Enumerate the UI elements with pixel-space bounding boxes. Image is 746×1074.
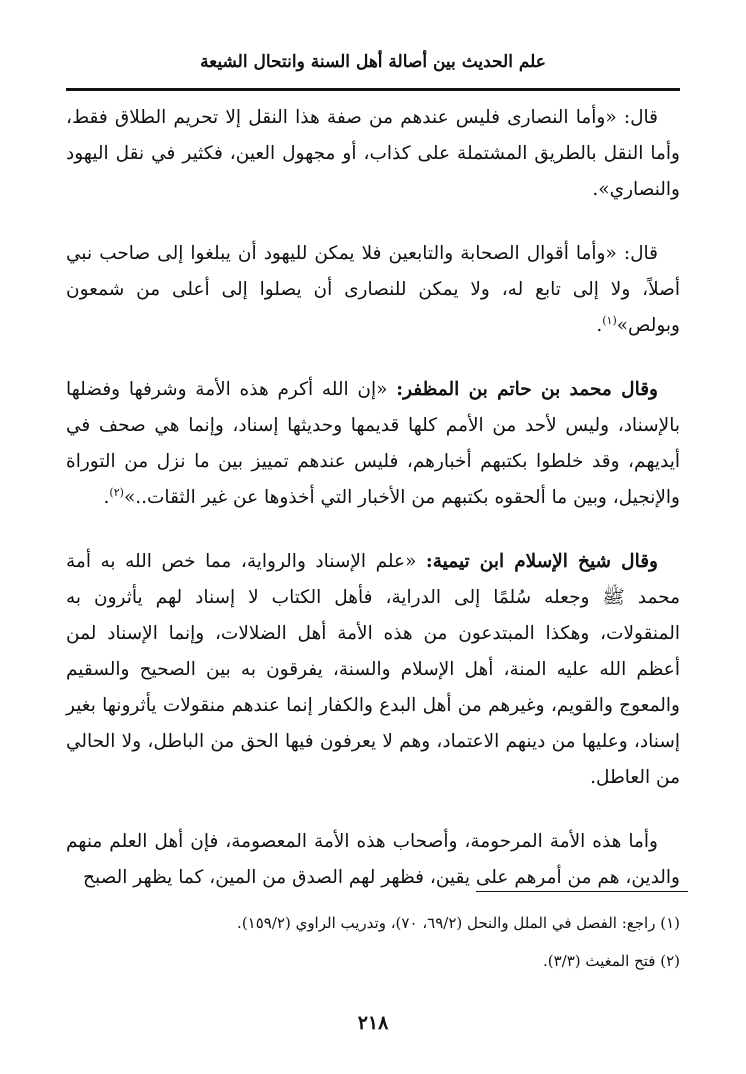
- paragraph-5-text: وأما هذه الأمة المرحومة، وأصحاب هذه الأمة المعصومة، فإن أهل العلم منهم والدين، هم من أمرهم على يقين، فظهر لهم الصدق من المين، كما يظهر الصبح: [66, 831, 680, 888]
- page-number: ٢١٨: [357, 1012, 389, 1034]
- paragraph-3-text: «إن الله أكرم هذه الأمة وشرفها وفضلها بالإسناد، وليس لأحد من الأمم كلها قديمها وحديثها إسناد، وإنما هي صحف في أيديهم، وقد خلطوا بكتبهم أخبارهم، فليس عندهم تمييز بين ما نزل من التوراة والإنجيل، وبين ما ألحقوه بكتبهم من الأخبار التي أخذوها عن غير الثقات..»: [66, 379, 680, 508]
- header-rule: [66, 88, 680, 91]
- paragraph-1: [66, 100, 680, 208]
- body-text: [66, 100, 680, 896]
- paragraph-3-speaker: وقال محمد بن حاتم بن المظفر:: [396, 379, 658, 400]
- paragraph-3: [66, 372, 680, 516]
- footnote-rule: [476, 891, 688, 892]
- paragraph-2: [66, 236, 680, 344]
- running-head-title: علم الحديث بين أصالة أهل السنة وانتحال الشيعة: [200, 52, 546, 72]
- paragraph-4: [66, 544, 680, 796]
- footnotes: [66, 904, 680, 980]
- footnote-ref-1[interactable]: (١): [602, 313, 617, 327]
- paragraph-2-end: .: [596, 315, 603, 336]
- paragraph-2-text: قال: «وأما أقوال الصحابة والتابعين فلا يمكن لليهود أن يبلغوا إلى صاحب نبي أصلاً، ولا إلى تابع له، ولا يمكن للنصارى أن يصلوا إلى أعلى من شمعون وبولص»: [66, 243, 680, 336]
- paragraph-5: [66, 824, 680, 896]
- paragraph-4-speaker: وقال شيخ الإسلام ابن تيمية:: [425, 551, 658, 572]
- footnote-ref-2[interactable]: (٢): [109, 485, 124, 499]
- paragraph-3-end: .: [103, 487, 110, 508]
- paragraph-1-text: قال: «وأما النصارى فليس عندهم من صفة هذا النقل إلا تحريم الطلاق فقط، وأما النقل بالطريق المشتملة على كذاب، أو مجهول العين، فكثير في نقل اليهود والنصاري».: [66, 107, 680, 200]
- footnote-1: (١) راجع: الفصل في الملل والنحل (٦٩/٢، ٧٠)، وتدريب الراوي (١٥٩/٢).: [237, 914, 680, 932]
- footnote-2: (٢) فتح المغيث (٣/٣).: [542, 952, 680, 970]
- paragraph-4-text: «علم الإسناد والرواية، مما خص الله به أمة محمد ﷺ وجعله سُلمًا إلى الدراية، فأهل الكتاب لا إسناد لهم يأثرون به المنقولات، وهكذا المبتدعون من هذه الأمة أهل الضلالات، وإنما الإسناد لمن أعظم الله عليه المنة، أهل الإسلام والسنة، يفرقون به بين الصحيح والسقيم والمعوج والقويم، وغيرهم من أهل البدع والكفار إنما عندهم منقولات يأثرونها بغير إسناد، وعليها من دينهم الاعتماد، وهم لا يعرفون فيها الحق من الباطل، ولا الحالي من العاطل.: [66, 551, 680, 788]
